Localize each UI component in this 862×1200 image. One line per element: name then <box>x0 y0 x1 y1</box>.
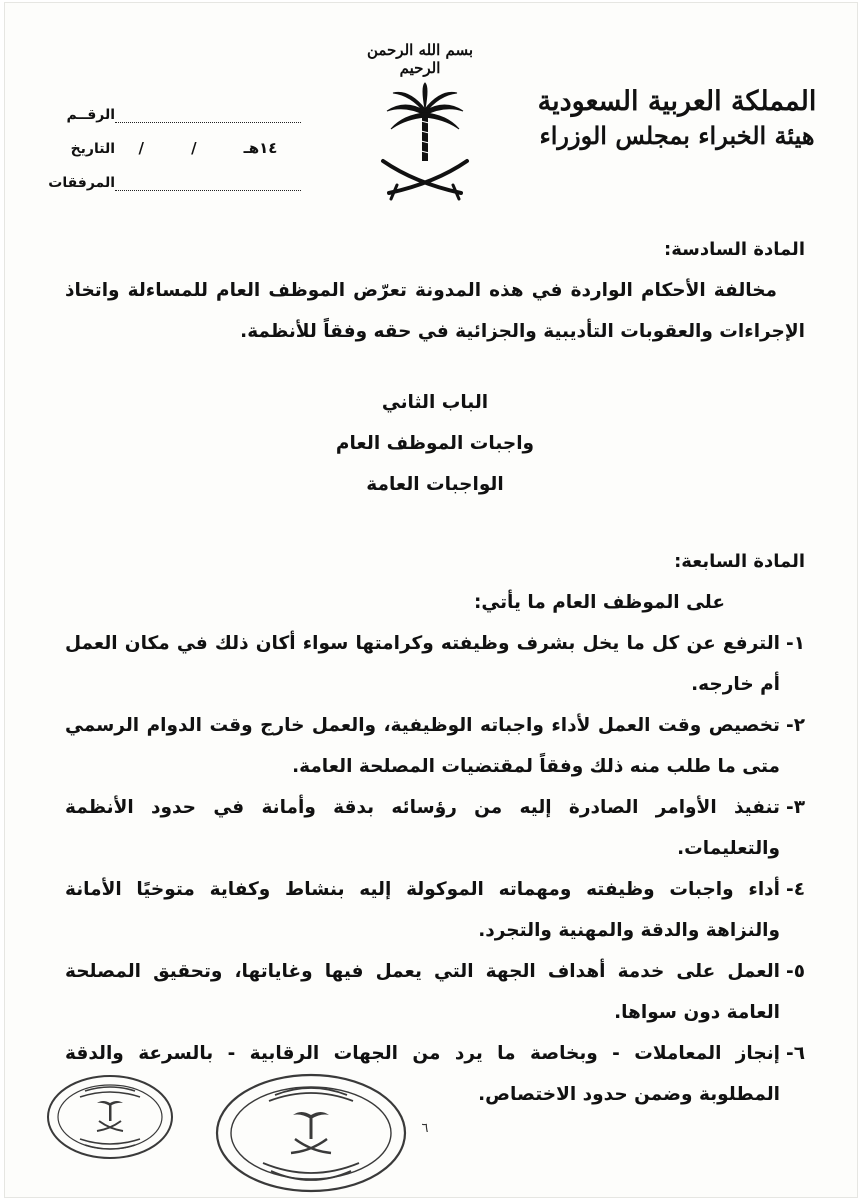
official-seal-small-icon <box>45 1073 175 1161</box>
attachments-field <box>115 174 301 191</box>
chapter-heading <box>65 382 805 505</box>
authority-name: هيئة الخبراء بمجلس الوزراء <box>539 121 815 150</box>
document-body <box>65 229 805 1115</box>
kingdom-name: المملكة العربية السعودية <box>537 86 817 117</box>
list-item-number: ٤- <box>786 879 805 900</box>
basmala: بسم الله الرحمن الرحيم <box>366 41 474 77</box>
list-item-text: أداء واجبات وظيفته ومهماته الموكولة إليه بنشاط وكفاية متوخيًا الأمانة والنزاهة والدقة والمهنية والتجرد. <box>65 879 781 941</box>
article-7-heading: المادة السابعة: <box>674 551 805 572</box>
chapter-title: الباب الثاني <box>381 392 489 413</box>
letter-meta-fields <box>48 89 307 191</box>
list-item-number: ٣- <box>786 797 805 818</box>
list-item-number: ٢- <box>786 715 805 736</box>
reference-field <box>115 106 301 123</box>
list-item-number: ٥- <box>786 961 805 982</box>
article-6-heading: المادة السادسة: <box>664 239 805 260</box>
date-year: ١٤هـ <box>243 139 278 157</box>
article-7-intro: على الموظف العام ما يأتي: <box>473 592 725 613</box>
palm-swords-emblem-icon <box>375 81 475 203</box>
list-item-number: ١- <box>786 633 805 654</box>
date-day-separator: / <box>138 139 145 157</box>
list-item-number: ٦- <box>786 1043 805 1064</box>
date-field <box>115 139 301 157</box>
date-label: التاريخ <box>70 141 115 157</box>
list-item <box>65 1033 805 1115</box>
letterhead-organization <box>537 85 817 153</box>
date-month-separator: / <box>191 139 197 157</box>
list-item <box>65 787 805 869</box>
article-6-text: مخالفة الأحكام الواردة في هذه المدونة تعرّض الموظف العام للمساءلة واتخاذ الإجراءات والعقوبات التأديبية والجزائية في حقه وفقاً للأنظمة. <box>65 280 805 342</box>
date-row <box>51 123 307 157</box>
chapter-subtitle: واجبات الموظف العام <box>335 433 535 454</box>
list-item-text: تنفيذ الأوامر الصادرة إليه من رؤسائه بدقة وأمانة في حدود الأنظمة والتعليمات. <box>65 797 781 859</box>
chapter-section: الواجبات العامة <box>366 474 504 495</box>
list-item-text: تخصيص وقت العمل لأداء واجباته الوظيفية، والعمل خارج وقت الدوام الرسمي متى ما طلب منه ذلك وفقاً لمقتضيات المصلحة العامة. <box>65 715 781 777</box>
official-seal-large-icon <box>213 1071 409 1195</box>
list-item <box>65 623 805 705</box>
attachments-row <box>48 157 307 191</box>
list-item-text: العمل على خدمة أهداف الجهة التي يعمل فيها وغاياتها، وتحقيق المصلحة العامة دون سواها. <box>65 961 781 1023</box>
attachments-label: المرفقات <box>48 175 115 191</box>
reference-row <box>51 89 307 123</box>
list-item <box>65 869 805 951</box>
list-item <box>65 705 805 787</box>
list-item-text: الترفع عن كل ما يخل بشرف وظيفته وكرامتها سواء أكان ذلك في مكان العمل أم خارجه. <box>65 633 781 695</box>
document-page <box>4 2 858 1198</box>
list-item-text: إنجاز المعاملات - وبخاصة ما يرد من الجهات الرقابية - بالسرعة والدقة المطلوبة وضمن حدود الاختصاص. <box>65 1043 781 1105</box>
page-number: ٦ <box>421 1121 429 1136</box>
reference-label: الرقــم <box>66 107 115 123</box>
list-item <box>65 951 805 1033</box>
